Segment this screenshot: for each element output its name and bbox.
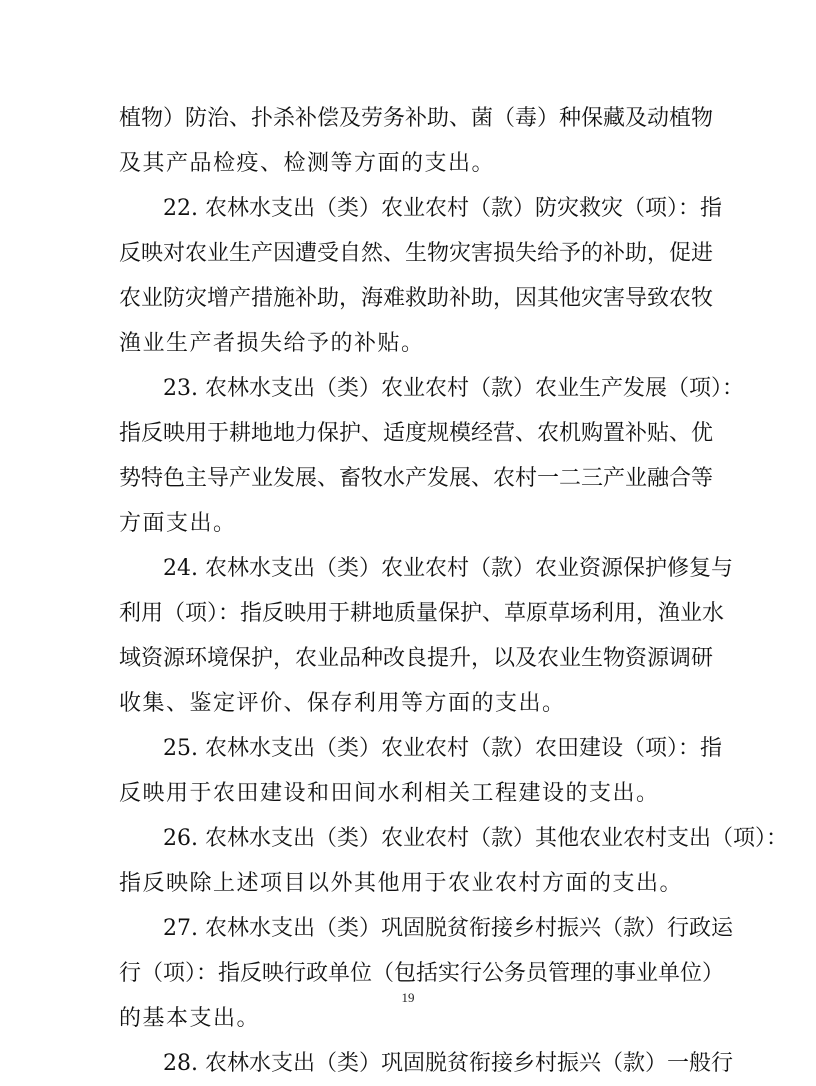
text-line-item-25: 25. 农林水支出（类）农业农村（款）农田建设（项）：指	[163, 736, 722, 761]
text-line-item-23: 23. 农林水支出（类）农业农村（款）农业生产发展（项）：	[163, 376, 744, 401]
text-line-item-26: 26. 农林水支出（类）农业农村（款）其他农业农村支出（项）：	[163, 826, 788, 851]
text-line: 的基本支出。	[119, 1006, 261, 1031]
text-line: 指反映用于耕地地力保护、适度规模经营、农机购置补贴、优	[119, 421, 714, 446]
page-number: 19	[401, 990, 415, 1005]
text-line: 农业防灾增产措施补助，海难救助补助，因其他灾害导致农牧	[119, 286, 714, 311]
text-line: 指反映除上述项目以外其他用于农业农村方面的支出。	[119, 871, 684, 896]
text-line: 收集、鉴定评价、保存利用等方面的支出。	[119, 691, 566, 716]
text-line-item-22: 22. 农林水支出（类）农业农村（款）防灾救灾（项）：指	[163, 196, 722, 221]
text-line-item-28: 28. 农林水支出（类）巩固脱贫衔接乡村振兴（款）一般行	[163, 1051, 733, 1076]
text-line-item-24: 24. 农林水支出（类）农业农村（款）农业资源保护修复与	[163, 556, 733, 581]
text-line: 反映用于农田建设和田间水利相关工程建设的支出。	[119, 781, 660, 806]
text-line: 势特色主导产业发展、畜牧水产发展、农村一二三产业融合等	[119, 466, 714, 491]
body-text	[119, 96, 788, 1086]
text-line: 渔业生产者损失给予的补贴。	[119, 331, 425, 356]
text-line: 利用（项）：指反映用于耕地质量保护、草原草场利用，渔业水	[119, 601, 725, 626]
text-line-item-27: 27. 农林水支出（类）巩固脱贫衔接乡村振兴（款）行政运	[163, 916, 733, 941]
text-line: 植物）防治、扑杀补偿及劳务补助、菌（毒）种保藏及动植物	[119, 106, 714, 131]
text-line: 及其产品检疫、检测等方面的支出。	[119, 151, 496, 176]
text-line: 反映对农业生产因遭受自然、生物灾害损失给予的补助，促进	[119, 241, 714, 266]
text-line: 域资源环境保护，农业品种改良提升，以及农业生物资源调研	[119, 646, 714, 671]
text-line: 行（项）：指反映行政单位（包括实行公务员管理的事业单位）	[119, 961, 725, 986]
text-line: 方面支出。	[119, 511, 237, 536]
